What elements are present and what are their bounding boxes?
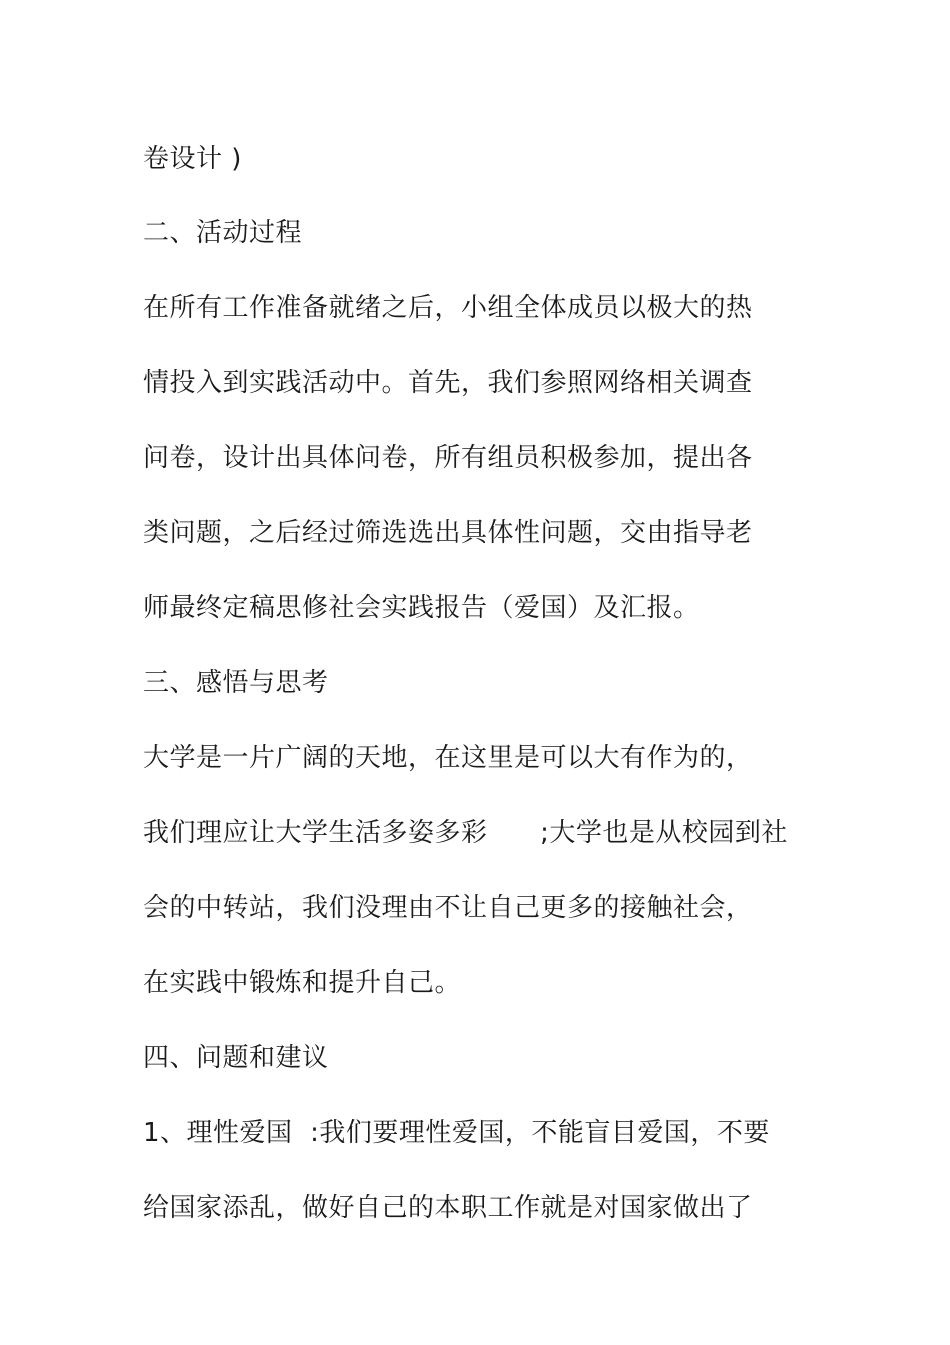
paragraph-line: 类问题，之后经过筛选选出具体性问题，交由指导老	[143, 518, 753, 548]
section-heading-activity-process: 二、活动过程	[143, 218, 303, 248]
section-heading-issues-suggestions: 四、问题和建议	[143, 1043, 329, 1073]
paragraph-line: 问卷，设计出具体问卷，所有组员积极参加，提出各	[143, 443, 753, 473]
paragraph-line: 我们理应让大学生活多姿多彩 ;大学也是从校园到社	[143, 818, 788, 848]
paragraph-line: 1、理性爱国 :我们要理性爱国，不能盲目爱国，不要	[143, 1118, 770, 1148]
paragraph-line: 大学是一片广阔的天地，在这里是可以大有作为的，	[143, 743, 753, 773]
paragraph-line: 在实践中锻炼和提升自己。	[143, 968, 462, 998]
paragraph-line: 情投入到实践活动中。首先，我们参照网络相关调查	[143, 368, 753, 398]
text-line-continuation: 卷设计 )	[143, 144, 242, 174]
paragraph-line: 会的中转站，我们没理由不让自己更多的接触社会，	[143, 893, 753, 923]
paragraph-line: 给国家添乱，做好自己的本职工作就是对国家做出了	[143, 1193, 753, 1223]
paragraph-line: 在所有工作准备就绪之后，小组全体成员以极大的热	[143, 293, 753, 323]
section-heading-reflection: 三、感悟与思考	[143, 668, 329, 698]
paragraph-line: 师最终定稿思修社会实践报告（爱国）及汇报。	[143, 593, 700, 623]
